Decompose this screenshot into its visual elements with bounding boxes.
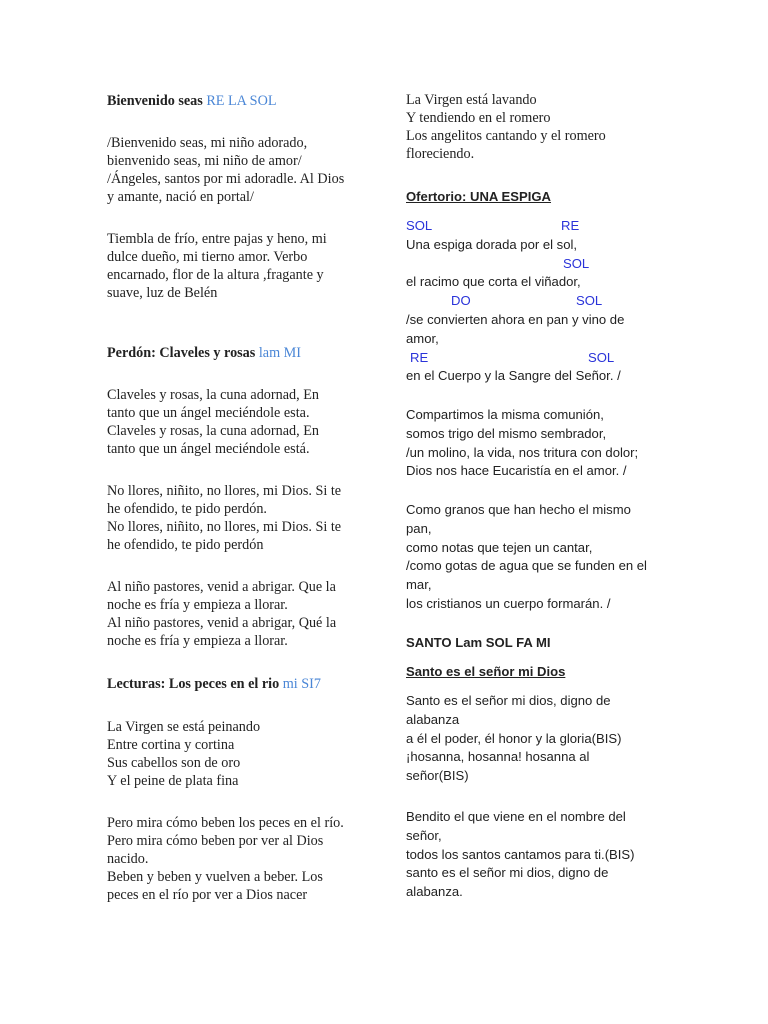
song-title-ofertorio: Ofertorio: UNA ESPIGA [406, 189, 552, 204]
lyric-line: señor(BIS) [406, 768, 469, 784]
lyric-line: como notas que tejen un cantar, [406, 539, 593, 555]
lyric-line: suave, luz de Belén [107, 285, 218, 301]
lyric-line: Tiembla de frío, entre pajas y heno, mi [107, 231, 327, 247]
lyric-line: Santo es el señor mi dios, digno de [406, 693, 611, 708]
chord-row [406, 217, 668, 236]
chord: RE [410, 349, 429, 365]
lyric-line: floreciendo. [406, 146, 475, 162]
song-title-lecturas: Lecturas: Los peces en el rio mi SI7 [107, 676, 321, 692]
stanza [107, 718, 369, 790]
lyric-line: alabanza [406, 711, 460, 727]
song-title-bienvenido: Bienvenido seas RE LA SOL [107, 93, 277, 109]
lyric-line: y amante, nació en portal/ [107, 189, 254, 205]
lyric-line: Entre cortina y cortina [107, 737, 235, 753]
lyric-line: No llores, niñito, no llores, mi Dios. Si te [107, 519, 342, 535]
song-title-perdon: Perdón: Claveles y rosas lam MI [107, 345, 302, 361]
stanza [406, 692, 668, 786]
lyric-line: noche es fría y empieza a llorar. [107, 597, 288, 613]
song-heading-santo: SANTO Lam SOL FA MI [406, 635, 551, 650]
lyric-line: Dios nos hace Eucaristía en el amor. / [406, 463, 627, 479]
lyric-line: nacido. [107, 851, 149, 867]
chorded-verse [406, 217, 668, 386]
lyric-line: dulce dueño, mi tierno amor. Verbo [107, 249, 308, 265]
lyric-line: peces en el río por ver a Dios nacer [107, 887, 308, 903]
lyric-line: /Bienvenido seas, mi niño adorado, [107, 135, 308, 151]
stanza [107, 578, 369, 650]
stanza [107, 814, 369, 904]
lyric-line: Al niño pastores, venid a abrigar, Qué la [107, 615, 337, 631]
chords: RE LA SOL [206, 93, 277, 109]
stanza [107, 230, 369, 302]
lyric-line: amor, [406, 330, 439, 346]
lyric-line: el racimo que corta el viñador, [406, 274, 581, 290]
chord-row [406, 349, 668, 368]
lyric-line: No llores, niñito, no llores, mi Dios. Si te [107, 483, 342, 499]
chord: SOL [576, 293, 603, 309]
lyric-line: en el Cuerpo y la Sangre del Señor. / [406, 368, 621, 384]
lyric-line: La Virgen está lavando [406, 92, 537, 108]
stanza [406, 406, 668, 481]
chord: DO [451, 293, 471, 309]
lyric-line: señor, [406, 827, 442, 843]
stanza [406, 91, 668, 163]
lyric-line: Como granos que han hecho el mismo [406, 502, 631, 517]
stanza [406, 808, 668, 902]
lyric-line: Claveles y rosas, la cuna adornad, En [107, 423, 319, 439]
lyric-line: tanto que un ángel meciéndole está. [107, 441, 310, 457]
lyric-line: pan, [406, 520, 432, 536]
lyric-line: /se convierten ahora en pan y vino de [406, 311, 625, 327]
stanza [107, 134, 369, 206]
lyric-line: Pero mira cómo beben los peces en el río. [107, 815, 344, 831]
lyric-line: Y tendiendo en el romero [406, 110, 551, 126]
lyric-line: tanto que un ángel meciéndole esta. [107, 405, 310, 421]
lyric-line: noche es fría y empieza a llorar. [107, 633, 288, 649]
stanza [107, 386, 369, 458]
stanza [406, 501, 668, 614]
lyric-line: encarnado, flor de la altura ,fragante y [107, 267, 324, 283]
lyric-line: La Virgen se está peinando [107, 719, 261, 735]
lyric-line: todos los santos cantamos para ti.(BIS) [406, 846, 635, 862]
lyric-line: Beben y beben y vuelven a beber. Los [107, 869, 323, 885]
lyric-line: mar, [406, 577, 432, 593]
chords: mi SI7 [282, 676, 321, 692]
lyric-line: Claveles y rosas, la cuna adornad, En [107, 387, 319, 403]
lyric-line: he ofendido, te pido perdón. [107, 501, 267, 517]
chord-row [406, 255, 668, 274]
lyric-line: Pero mira cómo beben por ver al Dios [107, 833, 324, 849]
lyric-line: Y el peine de plata fina [107, 773, 239, 789]
stanza [107, 482, 369, 554]
lyric-line: /como gotas de agua que se funden en el [406, 558, 647, 574]
chords: lam MI [258, 345, 302, 361]
chord: SOL [406, 218, 433, 233]
lyric-line: alabanza. [406, 884, 463, 900]
lyric-line: santo es el señor mi dios, digno de [406, 865, 609, 881]
chord: SOL [563, 255, 590, 271]
chord: RE [561, 218, 580, 233]
lyric-line: somos trigo del mismo sembrador, [406, 425, 607, 441]
lyric-line: a él el poder, él honor y la gloria(BIS) [406, 730, 622, 746]
lyric-line: Los angelitos cantando y el romero [406, 128, 606, 144]
lyric-line: Una espiga dorada por el sol, [406, 236, 578, 252]
chord: SOL [588, 349, 615, 365]
lyric-line: Sus cabellos son de oro [107, 755, 241, 771]
lyric-line: Al niño pastores, venid a abrigar. Que la [107, 579, 336, 595]
lyric-line: Bendito el que viene en el nombre del [406, 809, 626, 824]
song-title-santo: Santo es el señor mi Dios [406, 664, 566, 679]
lyric-line: Compartimos la misma comunión, [406, 407, 604, 422]
lyric-line: ¡hosanna, hosanna! hosanna al [406, 749, 590, 765]
lyric-line: bienvenido seas, mi niño de amor/ [107, 153, 302, 169]
lyric-line: /un molino, la vida, nos tritura con dolor; [406, 444, 639, 460]
lyric-line: /Ángeles, santos por mi adoradle. Al Dios [107, 171, 345, 187]
chord-row [406, 292, 668, 311]
lyric-line: los cristianos un cuerpo formarán. / [406, 595, 611, 611]
lyric-line: he ofendido, te pido perdón [107, 537, 264, 553]
